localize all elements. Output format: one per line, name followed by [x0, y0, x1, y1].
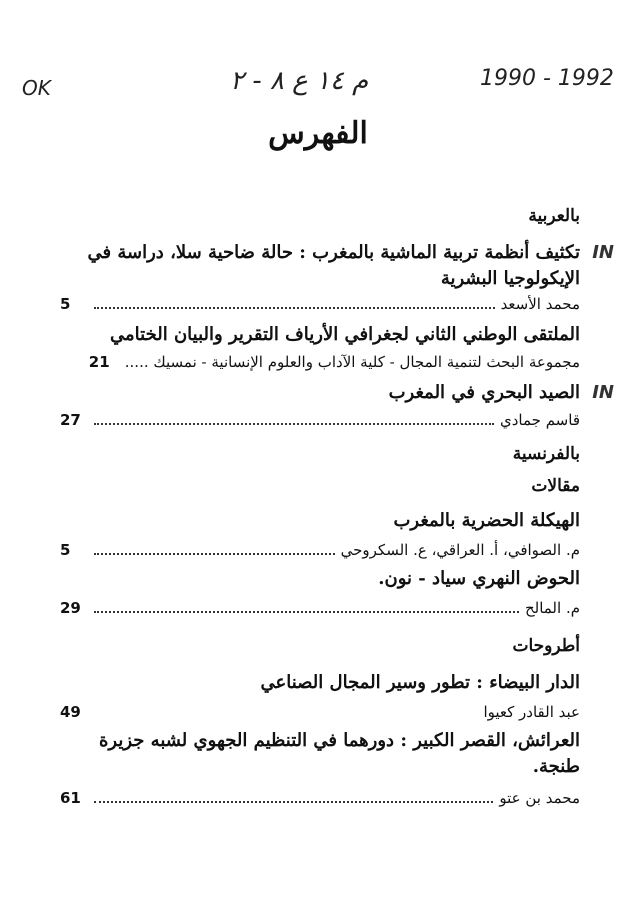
entry-author: م. المالح [524, 599, 580, 617]
section-arabic: بالعربية [528, 206, 580, 226]
entry-author-line [60, 294, 580, 314]
entry-title: العرائش، القصر الكبير : دورهما في التنظيم الجهوي لشبه جزيرة طنجة. [98, 730, 580, 777]
entry-title: الهيكلة الحضرية بالمغرب [393, 510, 580, 531]
entry-page: 21 [88, 353, 110, 371]
entry-author-line [60, 540, 580, 560]
toc-entry [60, 380, 614, 430]
leader-dots [94, 306, 495, 309]
entry-page: 5 [60, 541, 71, 559]
entry-page: 27 [60, 411, 81, 429]
entry-page: 5 [60, 295, 71, 313]
entry-title-text: الصيد البحري في المغرب [388, 382, 580, 403]
section-articles: مقالات [531, 476, 580, 496]
leader-dots [94, 422, 494, 425]
leader-dots [94, 552, 335, 555]
toc-entry [60, 322, 580, 372]
entry-title: الدار البيضاء : تطور وسير المجال الصناعي [260, 672, 580, 693]
entry-title: الحوض النهري سياد - نون. [378, 568, 580, 589]
entry-page: 49 [60, 703, 81, 721]
handwritten-mark: IN [592, 382, 614, 403]
toc-entry [60, 670, 580, 722]
entry-author: م. الصوافي، أ. العراقي، ع. السكروحي [340, 541, 580, 559]
entry-page: 61 [60, 789, 81, 807]
entry-author: مجموعة البحث لتنمية المجال - كلية الآداب والعلوم الإنسانية - نمسيك ..... [124, 353, 580, 371]
toc-entry [60, 240, 614, 314]
leader-space [94, 714, 477, 717]
entry-title-line-1: تكثيف أنظمة تربية الماشية بالمغرب : حالة ضاحية سلا، دراسة في [87, 242, 580, 263]
entry-title-line-2: الإيكولوجيا البشرية [440, 268, 580, 289]
toc-entry [60, 508, 580, 560]
entry-author: عبد القادر كعيوا [483, 703, 580, 721]
entry-author: محمد بن عتو [499, 789, 580, 807]
handwritten-mark: IN [592, 242, 614, 263]
table-of-contents [60, 200, 614, 808]
entry-author-line [60, 788, 580, 808]
entry-title [60, 380, 614, 406]
entry-author: محمد الأسعد [500, 295, 580, 313]
section-theses: أطروحات [512, 636, 580, 656]
leader-dots [94, 610, 519, 613]
handwritten-ok-note: OK [22, 76, 51, 100]
handwritten-years-note: 1990 - 1992 [480, 66, 614, 91]
entry-author-line [60, 352, 580, 372]
entry-author-line [60, 410, 580, 430]
entry-title [60, 240, 614, 266]
entry-author-line [60, 702, 580, 722]
page-title: الفهرس [268, 116, 368, 151]
section-french: بالفرنسية [512, 444, 580, 464]
toc-entry [60, 566, 580, 618]
toc-entry [60, 728, 580, 808]
entry-author-line [60, 598, 580, 618]
entry-page: 29 [60, 599, 81, 617]
entry-author: قاسم جمادي [500, 411, 580, 429]
leader-dots [94, 800, 493, 803]
entry-title: الملتقى الوطني الثاني لجغرافي الأرياف التقرير والبيان الختامي [110, 324, 580, 345]
handwritten-issue-note: م ١٤ ع ٨ - ٢ [230, 66, 369, 96]
